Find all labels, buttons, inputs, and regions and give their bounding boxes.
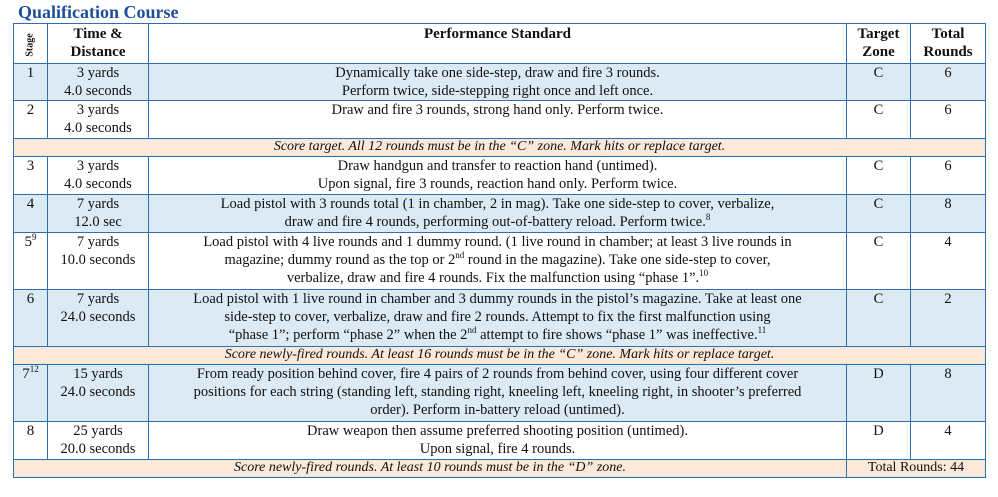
total-rounds: 2: [911, 290, 986, 347]
header-total-rounds: Total Rounds: [911, 24, 986, 64]
qualification-table: [13, 23, 986, 478]
time-distance: 7 yards 12.0 sec: [48, 195, 149, 233]
stage-row: [14, 195, 986, 233]
score-note-row: [14, 139, 986, 157]
time-distance: 3 yards 4.0 seconds: [48, 101, 149, 139]
target-zone: D: [847, 422, 911, 460]
header-stage: Stage: [14, 24, 48, 64]
time-distance: 15 yards 24.0 seconds: [48, 365, 149, 422]
stage-number: 2: [14, 101, 48, 139]
time-distance: 3 yards 4.0 seconds: [48, 157, 149, 195]
stage-number: 4: [14, 195, 48, 233]
total-rounds: 4: [911, 422, 986, 460]
stage-row: [14, 64, 986, 101]
target-zone: C: [847, 157, 911, 195]
performance-standard: Dynamically take one side-step, draw and fire 3 rounds. Perform twice, side-stepping right once and left once.: [149, 64, 847, 101]
time-distance: 25 yards 20.0 seconds: [48, 422, 149, 460]
performance-standard: Load pistol with 4 live rounds and 1 dummy round. (1 live round in chamber; at least 3 live rounds in magazine; dummy round as the top or 2nd round in the magazine). Take one side-step to cover, verbalize, draw and fire 4 rounds. Fix the malfunction using “phase 1”.$^{10}$: [149, 233, 847, 290]
stage-row: [14, 233, 986, 290]
stage-number: 1: [14, 64, 48, 101]
target-zone: C: [847, 195, 911, 233]
total-rounds: 6: [911, 101, 986, 139]
header-target-zone: Target Zone: [847, 24, 911, 64]
target-zone: C: [847, 101, 911, 139]
total-rounds: 8: [911, 195, 986, 233]
performance-standard: From ready position behind cover, fire 4 pairs of 2 rounds from behind cover, using four different cover positions for each string (standing left, standing right, kneeling left, kneeling right, in shooter’s preferred order). Perform in-battery reload (untimed).: [149, 365, 847, 422]
time-distance: 7 yards 24.0 seconds: [48, 290, 149, 347]
total-rounds-summary: Total Rounds: 44: [847, 460, 986, 478]
total-rounds: 6: [911, 64, 986, 101]
performance-standard: Load pistol with 3 rounds total (1 in chamber, 2 in mag). Take one side-step to cover, verbalize, draw and fire 4 rounds, performing out-of-battery reload. Perform twice.$^8$: [149, 195, 847, 233]
total-rounds: 8: [911, 365, 986, 422]
footnote-ref: 9: [32, 232, 37, 242]
performance-standard: Load pistol with 1 live round in chamber and 3 dummy rounds in the pistol’s magazine. Take at least one side-step to cover, verbalize, draw and fire 2 rounds. Attempt to fix the first malfunction using “phase 1”; perform “phase 2” when the 2nd attempt to fire shows “phase 1” was ineffective.$^{11}$: [149, 290, 847, 347]
performance-standard: Draw and fire 3 rounds, strong hand only. Perform twice.: [149, 101, 847, 139]
stage-number: $7^{12}$: [14, 365, 48, 422]
stage-number: $5^9$: [14, 233, 48, 290]
header-performance-standard: Performance Standard: [149, 24, 847, 64]
target-zone: C: [847, 290, 911, 347]
header-time-distance: Time & Distance: [48, 24, 149, 64]
score-note: Score newly-fired rounds. At least 10 rounds must be in the “D” zone.: [14, 460, 847, 478]
stage-row: [14, 365, 986, 422]
stage-number: 8: [14, 422, 48, 460]
stage-number: 6: [14, 290, 48, 347]
stage-row: [14, 422, 986, 460]
stage-row: [14, 290, 986, 347]
score-note-row: [14, 347, 986, 365]
performance-standard: Draw weapon then assume preferred shooting position (untimed). Upon signal, fire 4 rounds.: [149, 422, 847, 460]
time-distance: 3 yards 4.0 seconds: [48, 64, 149, 101]
footnote-ref: 12: [29, 364, 39, 374]
target-zone: C: [847, 233, 911, 290]
page-title: Qualification Course: [18, 2, 179, 22]
stage-row: [14, 157, 986, 195]
stage-row: [14, 101, 986, 139]
time-distance: 7 yards 10.0 seconds: [48, 233, 149, 290]
performance-standard: Draw handgun and transfer to reaction hand (untimed). Upon signal, fire 3 rounds, reaction hand only. Perform twice.: [149, 157, 847, 195]
total-rounds: 4: [911, 233, 986, 290]
final-note-row: [14, 460, 986, 478]
score-note: Score target. All 12 rounds must be in the “C” zone. Mark hits or replace target.: [14, 139, 986, 157]
total-rounds: 6: [911, 157, 986, 195]
target-zone: D: [847, 365, 911, 422]
target-zone: C: [847, 64, 911, 101]
stage-number: 3: [14, 157, 48, 195]
score-note: Score newly-fired rounds. At least 16 rounds must be in the “C” zone. Mark hits or replace target.: [14, 347, 986, 365]
